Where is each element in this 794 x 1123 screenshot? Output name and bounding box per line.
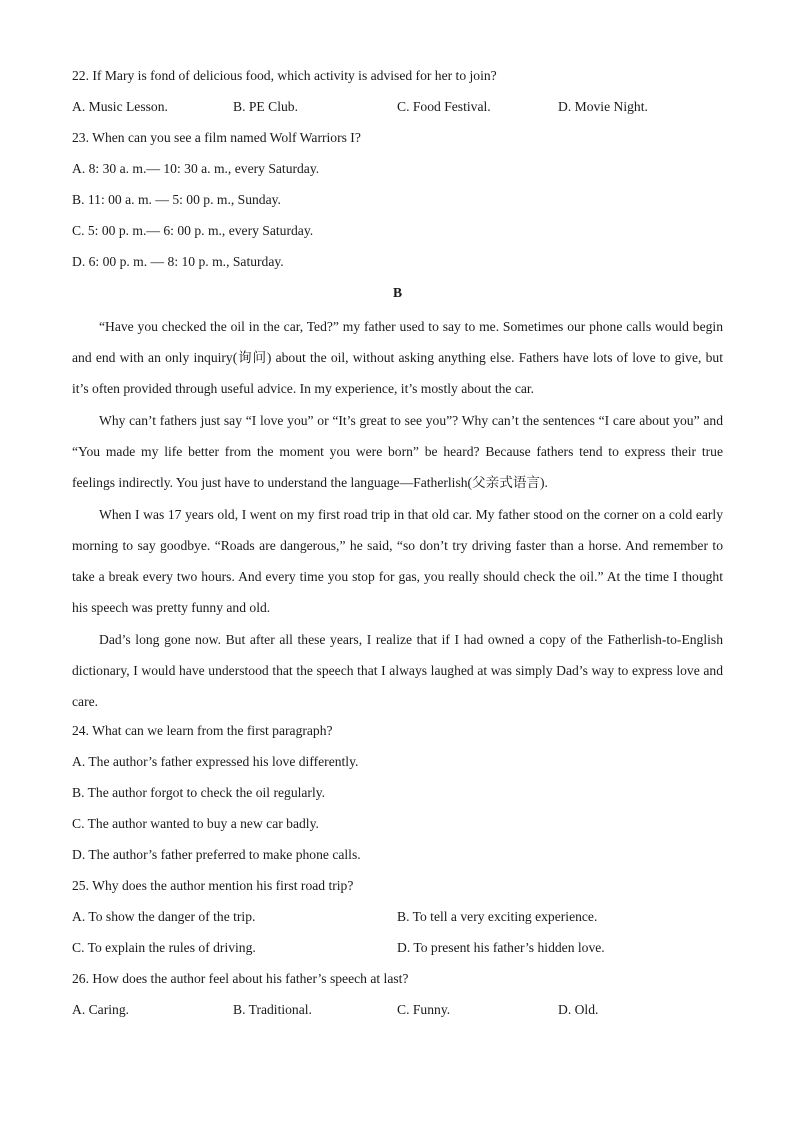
passage-paragraph-2: Why can’t fathers just say “I love you” or “It’s great to see you”? Why can’t the sentences “I care about you” and “You made my life better from the moment you were born” be heard? Because fathers tend to express their true feelings indirectly. You just have to understand the language—Fatherlish(父亲式语言). — [72, 413, 723, 490]
passage-paragraph-3: When I was 17 years old, I went on my first road trip in that old car. My father stood on the corner on a cold early morning to say goodbye. “Roads are dangerous,” he said, “so don’t try driving faster than a horse. And remember to take a break every two hours. And every time you stop for gas, you really should check the oil.” At the time I thought his speech was pretty funny and old. — [72, 507, 723, 615]
passage-paragraph-4: Dad’s long gone now. But after all these years, I realize that if I had owned a copy of the Fatherlish-to-English dictionary, I would have understood that the speech that I always laughed at was simply Dad’s way to express love and care. — [72, 632, 723, 709]
q25-options-row-1 — [72, 903, 723, 934]
q26-options — [72, 996, 723, 1027]
q23-option-a: A. 8: 30 a. m.— 10: 30 a. m., every Saturday. — [72, 161, 320, 176]
q26-stem: 26. How does the author feel about his father’s speech at last? — [72, 971, 409, 986]
passage-paragraph-1: “Have you checked the oil in the car, Ted?” my father used to say to me. Sometimes our phone calls would begin and end with an only inquiry(询问) about the oil, without asking anything else. Fathers have lots of love to give, but it’s often provided through useful advice. In my experience, it’s mostly about the car. — [72, 319, 723, 396]
q26-option-b: B. Traditional. — [233, 1002, 312, 1017]
q25-option-b: B. To tell a very exciting experience. — [397, 909, 598, 924]
q22-option-a: A. Music Lesson. — [72, 99, 168, 114]
q25-options-row-2 — [72, 934, 723, 965]
q26-option-d: D. Old. — [558, 1002, 599, 1017]
q22-option-d: D. Movie Night. — [558, 99, 648, 114]
q26-option-a: A. Caring. — [72, 1002, 130, 1017]
q25-stem: 25. Why does the author mention his first road trip? — [72, 878, 354, 893]
q23-option-c: C. 5: 00 p. m.— 6: 00 p. m., every Saturday. — [72, 223, 314, 238]
exam-page — [72, 62, 723, 1027]
q23-option-d: D. 6: 00 p. m. — 8: 10 p. m., Saturday. — [72, 254, 284, 269]
q22-option-c: C. Food Festival. — [397, 99, 491, 114]
q25-option-a: A. To show the danger of the trip. — [72, 909, 256, 924]
q24-option-c: C. The author wanted to buy a new car badly. — [72, 816, 319, 831]
q25-option-c: C. To explain the rules of driving. — [72, 940, 256, 955]
q24-option-a: A. The author’s father expressed his love differently. — [72, 754, 359, 769]
q24-option-b: B. The author forgot to check the oil regularly. — [72, 785, 326, 800]
q22-stem: 22. If Mary is fond of delicious food, which activity is advised for her to join? — [72, 68, 497, 83]
q22-option-b: B. PE Club. — [233, 99, 298, 114]
section-b-title: B — [392, 285, 403, 300]
q23-stem: 23. When can you see a film named Wolf Warriors I? — [72, 130, 361, 145]
q26-option-c: C. Funny. — [397, 1002, 451, 1017]
q22-options — [72, 93, 723, 124]
q24-stem: 24. What can we learn from the first paragraph? — [72, 723, 333, 738]
q24-option-d: D. The author’s father preferred to make phone calls. — [72, 847, 361, 862]
q23-option-b: B. 11: 00 a. m. — 5: 00 p. m., Sunday. — [72, 192, 281, 207]
q25-option-d: D. To present his father’s hidden love. — [397, 940, 605, 955]
